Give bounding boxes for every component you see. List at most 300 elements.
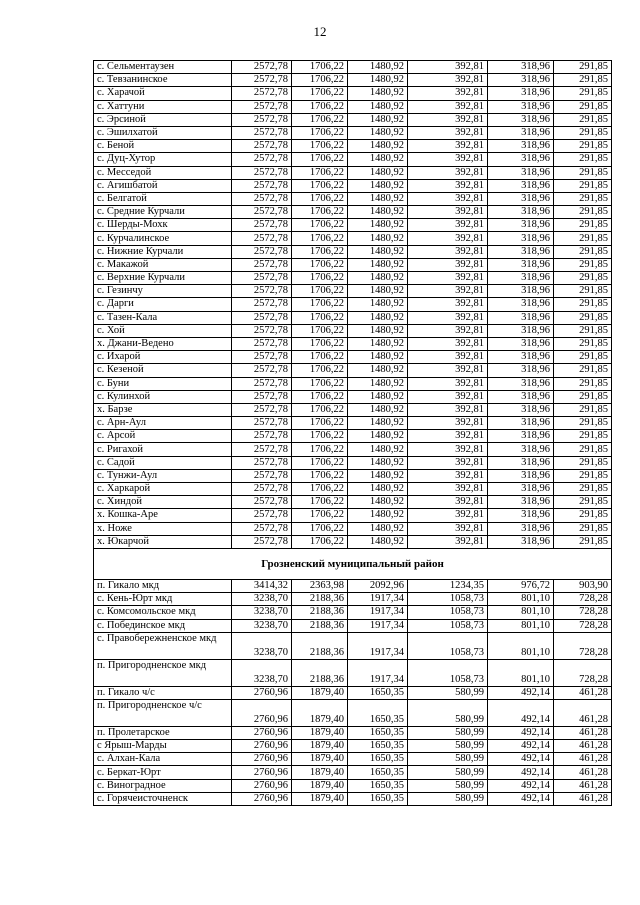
value-cell-3: 1917,34 — [348, 593, 408, 606]
value-cell-2: 2363,98 — [292, 579, 348, 592]
table-row — [94, 87, 612, 100]
value-cell-2: 1706,22 — [292, 232, 348, 245]
table-row — [94, 153, 612, 166]
locality-name-cell: с. Тевзанинское — [94, 74, 232, 87]
locality-name-cell: с. Харкарой — [94, 483, 232, 496]
value-cell-3: 1480,92 — [348, 192, 408, 205]
value-cell-3: 1480,92 — [348, 285, 408, 298]
value-cell-2: 2188,36 — [292, 606, 348, 619]
value-cell-4: 392,81 — [408, 403, 488, 416]
value-cell-1: 2572,78 — [232, 232, 292, 245]
value-cell-1: 2572,78 — [232, 61, 292, 74]
value-cell-2: 1706,22 — [292, 272, 348, 285]
value-cell-1: 2572,78 — [232, 87, 292, 100]
value-cell-1: 3414,32 — [232, 579, 292, 592]
value-cell-1: 2572,78 — [232, 535, 292, 548]
value-cell-6: 291,85 — [554, 258, 612, 271]
locality-name-cell: с. Тунжи-Аул — [94, 469, 232, 482]
table-row — [94, 232, 612, 245]
value-cell-6: 291,85 — [554, 390, 612, 403]
value-cell-1: 2572,78 — [232, 100, 292, 113]
value-cell-2: 1879,40 — [292, 699, 348, 726]
value-cell-5: 318,96 — [488, 153, 554, 166]
value-cell-1: 2572,78 — [232, 403, 292, 416]
value-cell-2: 1879,40 — [292, 766, 348, 779]
value-cell-3: 1480,92 — [348, 140, 408, 153]
value-cell-6: 291,85 — [554, 430, 612, 443]
value-cell-2: 1706,22 — [292, 483, 348, 496]
value-cell-3: 1480,92 — [348, 522, 408, 535]
table-body-bottom — [94, 579, 612, 805]
value-cell-2: 1706,22 — [292, 61, 348, 74]
table-row — [94, 166, 612, 179]
locality-name-cell: с. Курчалинское — [94, 232, 232, 245]
value-cell-1: 2760,96 — [232, 699, 292, 726]
value-cell-1: 2572,78 — [232, 192, 292, 205]
value-cell-3: 1480,92 — [348, 456, 408, 469]
value-cell-5: 492,14 — [488, 686, 554, 699]
table-row — [94, 579, 612, 592]
value-cell-3: 1480,92 — [348, 390, 408, 403]
value-cell-5: 318,96 — [488, 272, 554, 285]
value-cell-1: 2572,78 — [232, 285, 292, 298]
value-cell-4: 392,81 — [408, 430, 488, 443]
table-row — [94, 509, 612, 522]
value-cell-4: 392,81 — [408, 456, 488, 469]
value-cell-6: 291,85 — [554, 469, 612, 482]
value-cell-2: 1706,22 — [292, 113, 348, 126]
value-cell-1: 2760,96 — [232, 740, 292, 753]
value-cell-1: 2572,78 — [232, 298, 292, 311]
value-cell-5: 492,14 — [488, 740, 554, 753]
value-cell-6: 291,85 — [554, 535, 612, 548]
table-row — [94, 245, 612, 258]
value-cell-5: 801,10 — [488, 593, 554, 606]
value-cell-3: 1480,92 — [348, 535, 408, 548]
value-cell-6: 291,85 — [554, 377, 612, 390]
value-cell-2: 1706,22 — [292, 443, 348, 456]
value-cell-5: 318,96 — [488, 298, 554, 311]
value-cell-1: 3238,70 — [232, 593, 292, 606]
value-cell-4: 1058,73 — [408, 632, 488, 659]
value-cell-6: 461,28 — [554, 779, 612, 792]
value-cell-4: 392,81 — [408, 61, 488, 74]
locality-name-cell: с. Средние Курчали — [94, 206, 232, 219]
value-cell-3: 1480,92 — [348, 258, 408, 271]
table-row — [94, 206, 612, 219]
value-cell-4: 392,81 — [408, 377, 488, 390]
value-cell-5: 318,96 — [488, 232, 554, 245]
value-cell-2: 1706,22 — [292, 496, 348, 509]
locality-name-cell: с Ярыш-Марды — [94, 740, 232, 753]
value-cell-5: 318,96 — [488, 311, 554, 324]
locality-name-cell: с. Кулинхой — [94, 390, 232, 403]
value-cell-2: 1706,22 — [292, 219, 348, 232]
value-cell-6: 903,90 — [554, 579, 612, 592]
table-row — [94, 390, 612, 403]
value-cell-3: 1650,35 — [348, 766, 408, 779]
value-cell-2: 2188,36 — [292, 619, 348, 632]
value-cell-5: 318,96 — [488, 285, 554, 298]
locality-name-cell: с. Хой — [94, 324, 232, 337]
table-row — [94, 535, 612, 548]
value-cell-3: 1480,92 — [348, 324, 408, 337]
value-cell-2: 1879,40 — [292, 740, 348, 753]
locality-name-cell: с. Макажой — [94, 258, 232, 271]
locality-name-cell: с. Месседой — [94, 166, 232, 179]
value-cell-2: 1706,22 — [292, 351, 348, 364]
value-cell-5: 318,96 — [488, 337, 554, 350]
value-cell-1: 2572,78 — [232, 245, 292, 258]
value-cell-3: 1480,92 — [348, 179, 408, 192]
value-cell-5: 318,96 — [488, 430, 554, 443]
value-cell-1: 2572,78 — [232, 126, 292, 139]
value-cell-3: 1480,92 — [348, 74, 408, 87]
value-cell-1: 2760,96 — [232, 779, 292, 792]
value-cell-4: 580,99 — [408, 779, 488, 792]
value-cell-3: 1480,92 — [348, 153, 408, 166]
value-cell-3: 1480,92 — [348, 272, 408, 285]
value-cell-6: 291,85 — [554, 403, 612, 416]
locality-name-cell: с. Буни — [94, 377, 232, 390]
table-row — [94, 456, 612, 469]
value-cell-6: 291,85 — [554, 179, 612, 192]
locality-name-cell: п. Гикало ч/с — [94, 686, 232, 699]
value-cell-6: 291,85 — [554, 285, 612, 298]
locality-name-cell: с. Арн-Аул — [94, 417, 232, 430]
value-cell-5: 318,96 — [488, 364, 554, 377]
table-row — [94, 753, 612, 766]
value-cell-4: 580,99 — [408, 699, 488, 726]
locality-name-cell: с. Комсомольское мкд — [94, 606, 232, 619]
value-cell-2: 1706,22 — [292, 258, 348, 271]
value-cell-3: 1650,35 — [348, 792, 408, 805]
value-cell-4: 392,81 — [408, 311, 488, 324]
value-cell-3: 1480,92 — [348, 364, 408, 377]
value-cell-6: 461,28 — [554, 686, 612, 699]
value-cell-5: 492,14 — [488, 779, 554, 792]
value-cell-5: 318,96 — [488, 245, 554, 258]
value-cell-4: 392,81 — [408, 469, 488, 482]
table-row — [94, 443, 612, 456]
value-cell-5: 318,96 — [488, 179, 554, 192]
locality-name-cell: с. Ригахой — [94, 443, 232, 456]
value-cell-2: 1706,22 — [292, 100, 348, 113]
locality-name-cell: с. Садой — [94, 456, 232, 469]
locality-name-cell: х. Ноже — [94, 522, 232, 535]
value-cell-3: 1480,92 — [348, 87, 408, 100]
value-cell-5: 318,96 — [488, 469, 554, 482]
value-cell-6: 461,28 — [554, 766, 612, 779]
value-cell-4: 392,81 — [408, 509, 488, 522]
value-cell-5: 318,96 — [488, 166, 554, 179]
locality-name-cell: с. Верхние Курчали — [94, 272, 232, 285]
locality-name-cell: с. Кень-Юрт мкд — [94, 593, 232, 606]
table-row — [94, 258, 612, 271]
table-row — [94, 272, 612, 285]
locality-name-cell: с. Гезинчу — [94, 285, 232, 298]
value-cell-2: 1706,22 — [292, 192, 348, 205]
value-cell-4: 580,99 — [408, 686, 488, 699]
value-cell-1: 2572,78 — [232, 74, 292, 87]
value-cell-3: 1480,92 — [348, 100, 408, 113]
section-title: Грозненский муниципальный район — [94, 548, 612, 579]
value-cell-1: 2572,78 — [232, 390, 292, 403]
table-row — [94, 659, 612, 686]
value-cell-5: 318,96 — [488, 192, 554, 205]
value-cell-4: 392,81 — [408, 483, 488, 496]
value-cell-5: 318,96 — [488, 258, 554, 271]
value-cell-4: 392,81 — [408, 417, 488, 430]
value-cell-6: 291,85 — [554, 509, 612, 522]
table-row — [94, 192, 612, 205]
value-cell-2: 1879,40 — [292, 792, 348, 805]
value-cell-1: 3238,70 — [232, 619, 292, 632]
value-cell-6: 291,85 — [554, 126, 612, 139]
table-row — [94, 699, 612, 726]
table-row — [94, 430, 612, 443]
value-cell-3: 1650,35 — [348, 686, 408, 699]
locality-name-cell: с. Побединское мкд — [94, 619, 232, 632]
value-cell-6: 291,85 — [554, 272, 612, 285]
value-cell-1: 2572,78 — [232, 522, 292, 535]
value-cell-5: 318,96 — [488, 509, 554, 522]
table-row — [94, 496, 612, 509]
value-cell-6: 291,85 — [554, 522, 612, 535]
value-cell-6: 461,28 — [554, 740, 612, 753]
value-cell-1: 2572,78 — [232, 311, 292, 324]
value-cell-4: 392,81 — [408, 364, 488, 377]
table-row — [94, 483, 612, 496]
value-cell-6: 728,28 — [554, 619, 612, 632]
table-row — [94, 779, 612, 792]
value-cell-6: 291,85 — [554, 351, 612, 364]
value-cell-1: 2760,96 — [232, 766, 292, 779]
value-cell-3: 1480,92 — [348, 311, 408, 324]
value-cell-6: 291,85 — [554, 496, 612, 509]
locality-name-cell: с. Эрсиной — [94, 113, 232, 126]
value-cell-5: 318,96 — [488, 351, 554, 364]
value-cell-4: 392,81 — [408, 192, 488, 205]
value-cell-4: 392,81 — [408, 126, 488, 139]
value-cell-5: 492,14 — [488, 753, 554, 766]
value-cell-5: 318,96 — [488, 100, 554, 113]
table-row — [94, 337, 612, 350]
value-cell-2: 1706,22 — [292, 311, 348, 324]
value-cell-3: 1480,92 — [348, 206, 408, 219]
value-cell-3: 1480,92 — [348, 337, 408, 350]
locality-name-cell: с. Кезеной — [94, 364, 232, 377]
value-cell-6: 291,85 — [554, 298, 612, 311]
value-cell-4: 392,81 — [408, 337, 488, 350]
value-cell-4: 1058,73 — [408, 593, 488, 606]
value-cell-5: 318,96 — [488, 140, 554, 153]
value-cell-1: 2572,78 — [232, 430, 292, 443]
table-row — [94, 61, 612, 74]
value-cell-3: 1917,34 — [348, 659, 408, 686]
table-row — [94, 179, 612, 192]
section-row — [94, 548, 612, 579]
value-cell-6: 291,85 — [554, 113, 612, 126]
table-row — [94, 219, 612, 232]
value-cell-6: 291,85 — [554, 87, 612, 100]
value-cell-2: 1706,22 — [292, 87, 348, 100]
value-cell-3: 1917,34 — [348, 606, 408, 619]
value-cell-5: 318,96 — [488, 390, 554, 403]
locality-name-cell: с. Нижние Курчали — [94, 245, 232, 258]
table-row — [94, 364, 612, 377]
value-cell-1: 3238,70 — [232, 659, 292, 686]
value-cell-4: 392,81 — [408, 153, 488, 166]
value-cell-3: 1917,34 — [348, 619, 408, 632]
value-cell-3: 1480,92 — [348, 298, 408, 311]
table-row — [94, 606, 612, 619]
value-cell-5: 318,96 — [488, 113, 554, 126]
table-row — [94, 726, 612, 739]
value-cell-4: 392,81 — [408, 100, 488, 113]
value-cell-5: 492,14 — [488, 699, 554, 726]
value-cell-1: 2572,78 — [232, 272, 292, 285]
value-cell-3: 1917,34 — [348, 632, 408, 659]
value-cell-5: 318,96 — [488, 456, 554, 469]
value-cell-4: 392,81 — [408, 522, 488, 535]
value-cell-2: 1706,22 — [292, 430, 348, 443]
table-row — [94, 469, 612, 482]
value-cell-2: 1879,40 — [292, 753, 348, 766]
value-cell-4: 392,81 — [408, 87, 488, 100]
value-cell-6: 291,85 — [554, 74, 612, 87]
value-cell-1: 2572,78 — [232, 113, 292, 126]
value-cell-4: 392,81 — [408, 324, 488, 337]
value-cell-2: 1706,22 — [292, 364, 348, 377]
value-cell-3: 1480,92 — [348, 417, 408, 430]
value-cell-4: 392,81 — [408, 166, 488, 179]
locality-name-cell: с. Арсой — [94, 430, 232, 443]
value-cell-5: 801,10 — [488, 606, 554, 619]
locality-name-cell: с. Харачой — [94, 87, 232, 100]
tariff-table — [93, 60, 612, 806]
value-cell-4: 392,81 — [408, 496, 488, 509]
value-cell-1: 2572,78 — [232, 509, 292, 522]
table-row — [94, 766, 612, 779]
value-cell-2: 1706,22 — [292, 377, 348, 390]
value-cell-3: 2092,96 — [348, 579, 408, 592]
value-cell-5: 318,96 — [488, 377, 554, 390]
value-cell-1: 2572,78 — [232, 166, 292, 179]
value-cell-1: 2760,96 — [232, 792, 292, 805]
value-cell-1: 2760,96 — [232, 726, 292, 739]
value-cell-3: 1480,92 — [348, 232, 408, 245]
table-row — [94, 126, 612, 139]
locality-name-cell: с. Беркат-Юрт — [94, 766, 232, 779]
value-cell-1: 2572,78 — [232, 219, 292, 232]
value-cell-1: 2572,78 — [232, 377, 292, 390]
value-cell-2: 1706,22 — [292, 535, 348, 548]
value-cell-6: 291,85 — [554, 153, 612, 166]
value-cell-2: 2188,36 — [292, 659, 348, 686]
value-cell-3: 1480,92 — [348, 496, 408, 509]
value-cell-6: 291,85 — [554, 192, 612, 205]
value-cell-5: 318,96 — [488, 61, 554, 74]
locality-name-cell: х. Джани-Ведено — [94, 337, 232, 350]
value-cell-4: 392,81 — [408, 232, 488, 245]
value-cell-5: 318,96 — [488, 403, 554, 416]
value-cell-4: 392,81 — [408, 179, 488, 192]
value-cell-2: 1706,22 — [292, 126, 348, 139]
locality-name-cell: с. Ихарой — [94, 351, 232, 364]
value-cell-6: 728,28 — [554, 632, 612, 659]
value-cell-1: 2572,78 — [232, 351, 292, 364]
value-cell-3: 1480,92 — [348, 443, 408, 456]
value-cell-4: 392,81 — [408, 258, 488, 271]
value-cell-5: 976,72 — [488, 579, 554, 592]
value-cell-2: 1706,22 — [292, 74, 348, 87]
value-cell-5: 492,14 — [488, 792, 554, 805]
value-cell-4: 392,81 — [408, 298, 488, 311]
value-cell-1: 2572,78 — [232, 179, 292, 192]
locality-name-cell: с. Хиндой — [94, 496, 232, 509]
value-cell-6: 291,85 — [554, 206, 612, 219]
locality-name-cell: х. Юкарчой — [94, 535, 232, 548]
value-cell-6: 291,85 — [554, 443, 612, 456]
value-cell-2: 1706,22 — [292, 417, 348, 430]
value-cell-3: 1480,92 — [348, 61, 408, 74]
value-cell-5: 318,96 — [488, 219, 554, 232]
value-cell-6: 291,85 — [554, 417, 612, 430]
value-cell-3: 1650,35 — [348, 779, 408, 792]
value-cell-5: 492,14 — [488, 766, 554, 779]
value-cell-1: 2572,78 — [232, 337, 292, 350]
value-cell-6: 291,85 — [554, 483, 612, 496]
value-cell-4: 392,81 — [408, 351, 488, 364]
value-cell-3: 1480,92 — [348, 351, 408, 364]
value-cell-2: 1706,22 — [292, 153, 348, 166]
table-row — [94, 311, 612, 324]
value-cell-1: 2760,96 — [232, 753, 292, 766]
locality-name-cell: х. Кошка-Аре — [94, 509, 232, 522]
value-cell-5: 318,96 — [488, 483, 554, 496]
value-cell-2: 1706,22 — [292, 166, 348, 179]
locality-name-cell: с. Алхан-Кала — [94, 753, 232, 766]
value-cell-4: 392,81 — [408, 206, 488, 219]
value-cell-2: 1706,22 — [292, 469, 348, 482]
value-cell-5: 318,96 — [488, 74, 554, 87]
locality-name-cell: с. Дуц-Хутор — [94, 153, 232, 166]
value-cell-6: 291,85 — [554, 245, 612, 258]
locality-name-cell: с. Хаттуни — [94, 100, 232, 113]
value-cell-2: 1706,22 — [292, 245, 348, 258]
value-cell-4: 392,81 — [408, 443, 488, 456]
value-cell-6: 291,85 — [554, 456, 612, 469]
value-cell-4: 392,81 — [408, 245, 488, 258]
table-row — [94, 377, 612, 390]
page-number: 12 — [313, 24, 327, 39]
value-cell-4: 392,81 — [408, 219, 488, 232]
value-cell-2: 1706,22 — [292, 456, 348, 469]
table-row — [94, 74, 612, 87]
value-cell-6: 291,85 — [554, 140, 612, 153]
value-cell-5: 318,96 — [488, 535, 554, 548]
locality-name-cell: с. Виноградное — [94, 779, 232, 792]
value-cell-6: 291,85 — [554, 324, 612, 337]
value-cell-1: 3238,70 — [232, 632, 292, 659]
locality-name-cell: с. Дарги — [94, 298, 232, 311]
table-row — [94, 593, 612, 606]
value-cell-3: 1480,92 — [348, 166, 408, 179]
locality-name-cell: п. Пригородненское мкд — [94, 659, 232, 686]
locality-name-cell: с. Шерды-Мохк — [94, 219, 232, 232]
value-cell-1: 2572,78 — [232, 443, 292, 456]
